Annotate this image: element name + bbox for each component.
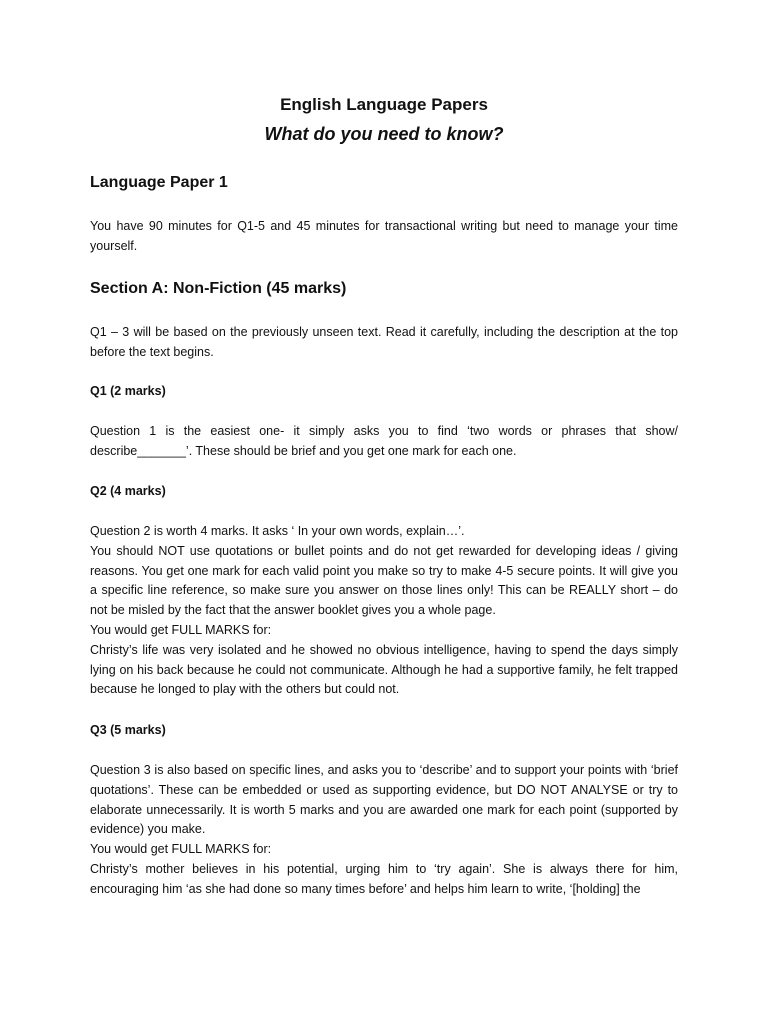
q2-line1: Question 2 is worth 4 marks. It asks ‘ In your own words, explain…’. [90, 524, 465, 538]
section-a-intro-text: Q1 – 3 will be based on the previously unseen text. Read it carefully, including the description at the top before the text begins. [90, 325, 678, 359]
q1-text: Question 1 is the easiest one- it simply asks you to find ‘two words or phrases that show/ describe_______’. These should be brief and you get one mark for each one. [90, 424, 678, 458]
intro-text: You have 90 minutes for Q1-5 and 45 minutes for transactional writing but need to manage your time yourself. [90, 219, 678, 253]
intro-paragraph [90, 217, 678, 257]
q2-line4: Christy’s life was very isolated and he showed no obvious intelligence, having to spend the days simply lying on his back because he could not communicate. Although he had a supportive family, he felt trapped because he longed to play with the others but could not. [90, 642, 678, 697]
q3-line2: You would get FULL MARKS for: [90, 842, 272, 857]
page-title: English Language Papers [280, 95, 488, 114]
page-subtitle: What do you need to know? [264, 124, 504, 144]
q1-heading: Q1 (2 marks) [90, 384, 166, 398]
q3-line1: Question 3 is also based on specific lines, and asks you to ‘describe’ and to support your points with ‘brief quotations’. These can be embedded or used as supporting evidence, but DO NOT ANALYSE or try to elaborate unnecessarily. It is worth 5 marks and you are awarded one mark for each point (supported by evidence) you make. [90, 763, 678, 837]
q1-paragraph [90, 422, 678, 462]
q2-line3: You would get FULL MARKS for: [90, 622, 272, 637]
q2-heading: Q2 (4 marks) [90, 484, 166, 498]
q2-line2: You should NOT use quotations or bullet points and do not get rewarded for developing ideas / giving reasons. You get one mark for each valid point you make so try to make 4-5 secure points. It will give you a specific line reference, so make sure you answer on those lines only! This can be REALLY short – do not be misled by the fact that the answer booklet gives you a whole page. [90, 543, 678, 618]
q3-line3: Christy’s mother believes in his potential, urging him to ‘try again’. She is always there for him, encouraging him ‘as she had done so many times before’ and helps him learn to write, ‘[holding] the [90, 861, 678, 896]
q3-paragraph [90, 761, 678, 900]
paper-heading: Language Paper 1 [90, 174, 228, 191]
section-a-heading: Section A: Non-Fiction (45 marks) [90, 280, 347, 297]
section-a-intro [90, 323, 678, 363]
q2-paragraph [90, 522, 678, 700]
q3-heading: Q3 (5 marks) [90, 723, 166, 737]
